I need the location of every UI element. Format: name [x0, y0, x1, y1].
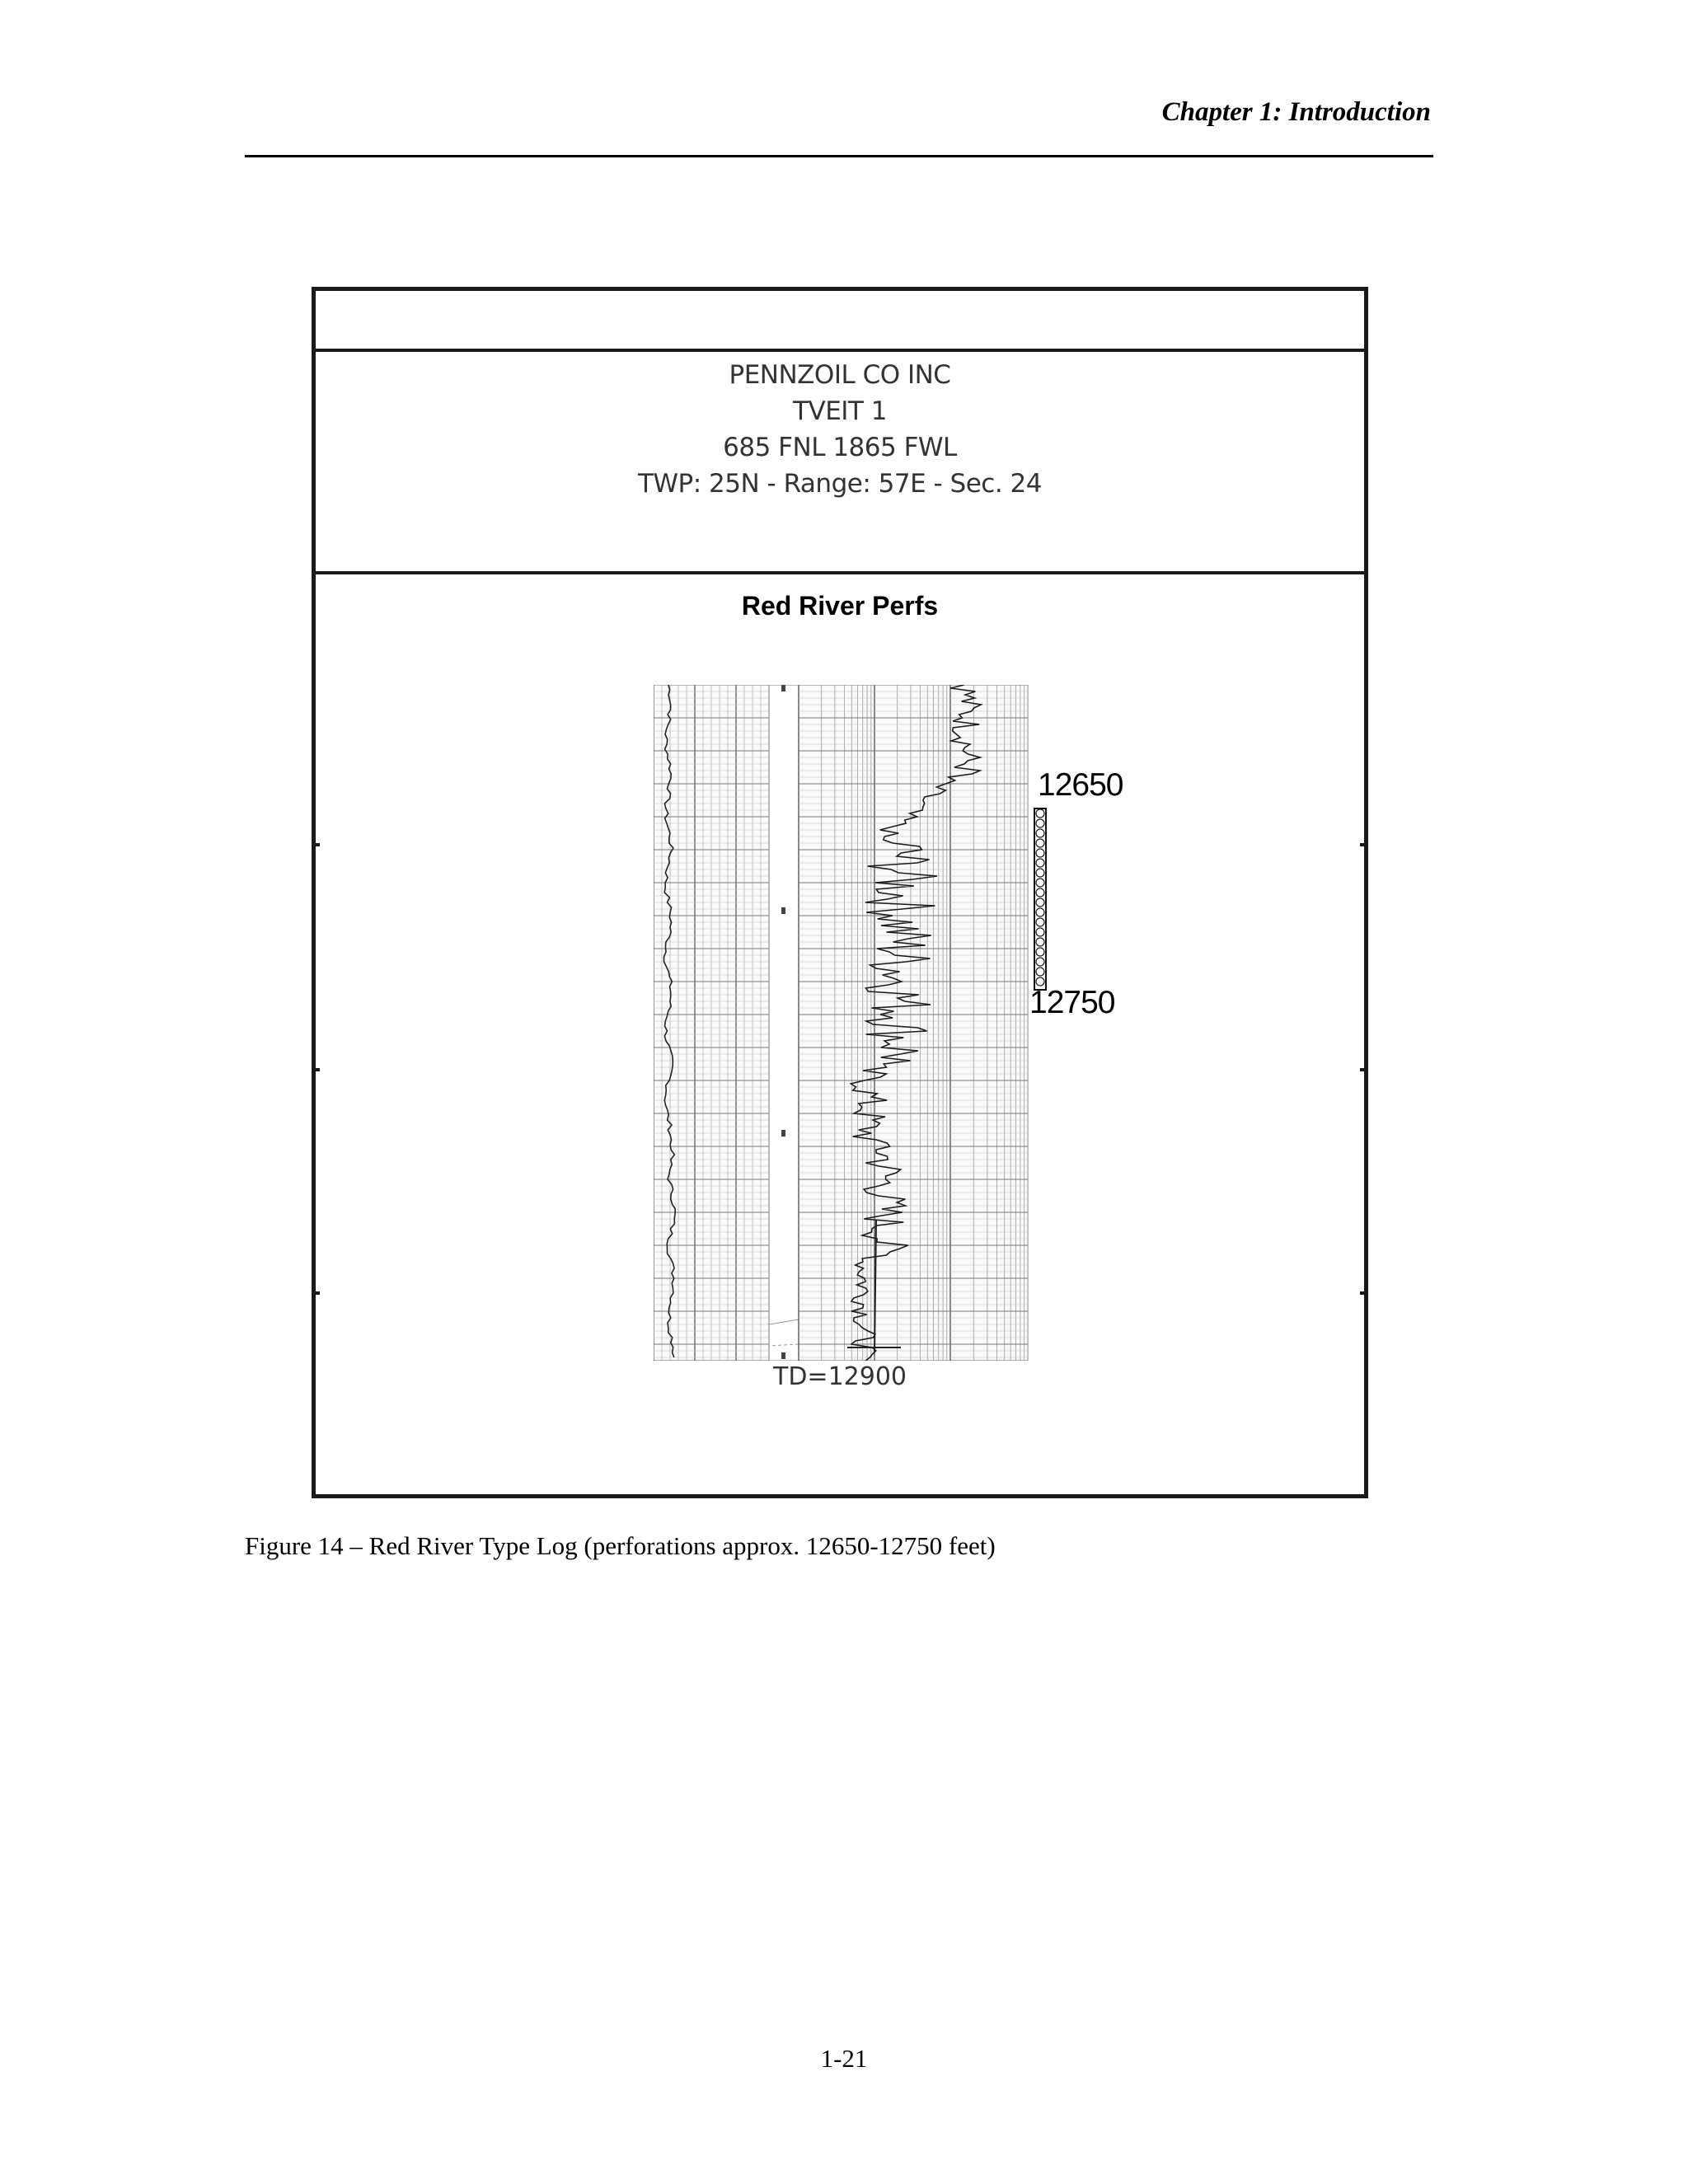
well-log-image: [654, 685, 1066, 1361]
perf-top-depth-label: 12650: [1038, 767, 1123, 803]
perf-bottom-depth-label: 12750: [1029, 985, 1115, 1020]
type-log-figure: [312, 287, 1368, 1498]
figure-caption: Figure 14 – Red River Type Log (perforations approx. 12650-12750 feet): [245, 1531, 996, 1560]
right-log-track: [799, 685, 1028, 1361]
left-log-track: [654, 685, 769, 1361]
well-name: TVEIT 1: [793, 396, 887, 426]
figure-top-strip: [316, 291, 1364, 352]
well-info: [316, 357, 1364, 502]
frame-tick-right-1: [1360, 843, 1368, 846]
page-number: 1-21: [820, 2044, 868, 2073]
frame-tick-right-2: [1360, 1068, 1368, 1071]
well-location: 685 FNL 1865 FWL: [723, 433, 957, 462]
header-rule: [245, 155, 1433, 157]
chapter-title: Chapter 1: Introduction: [1161, 97, 1431, 127]
depth-column: [769, 685, 799, 1361]
frame-tick-left-1: [312, 843, 320, 846]
perforation-marker: [1034, 808, 1046, 990]
figure-title: Red River Perfs: [741, 591, 939, 621]
operator-name: PENNZOIL CO INC: [729, 360, 951, 390]
frame-tick-right-3: [1360, 1291, 1368, 1295]
township-range: TWP: 25N - Range: 57E - Sec. 24: [637, 469, 1043, 499]
frame-tick-left-3: [312, 1291, 320, 1295]
frame-tick-left-2: [312, 1068, 320, 1071]
total-depth-label: TD=12900: [773, 1362, 907, 1391]
